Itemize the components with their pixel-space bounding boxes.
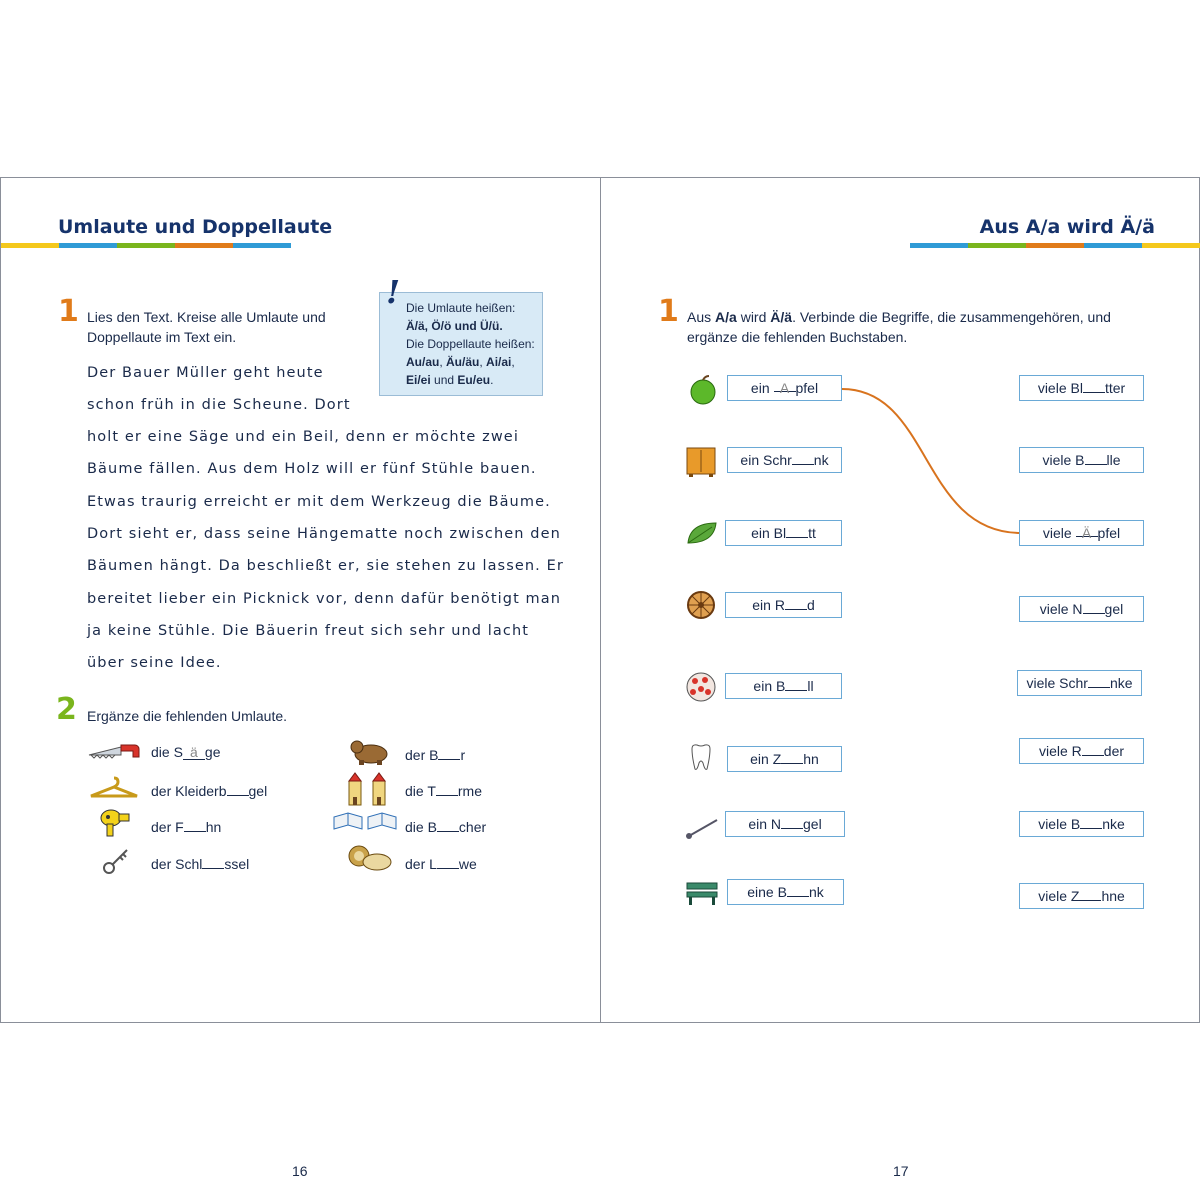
books-icon bbox=[332, 811, 400, 835]
story-line: Bäumen hängt. Da beschließt er, sie stehen zu lassen. Er bbox=[87, 558, 564, 574]
hanger-icon bbox=[87, 774, 141, 802]
page-number: 17 bbox=[893, 1163, 909, 1179]
lion-icon bbox=[347, 844, 395, 876]
word-box[interactable]: ein B ll bbox=[725, 673, 842, 699]
towers-icon bbox=[345, 771, 391, 807]
word-box[interactable]: ein Z hn bbox=[727, 746, 842, 772]
word-item[interactable]: der L we bbox=[405, 853, 477, 872]
word-box[interactable]: viele B lle bbox=[1019, 447, 1144, 473]
story-line: Der Bauer Müller geht heute bbox=[87, 365, 324, 381]
word-item[interactable]: die T rme bbox=[405, 780, 482, 799]
bear-icon bbox=[349, 738, 391, 766]
cabinet-icon bbox=[685, 446, 717, 478]
story-line: Dort sieht er, dass seine Hängematte noch zwischen den bbox=[87, 526, 561, 542]
word-box[interactable]: viele Ä pfel bbox=[1019, 520, 1144, 546]
word-box[interactable]: viele Z hne bbox=[1019, 883, 1144, 909]
wheel-icon bbox=[685, 589, 717, 621]
word-box[interactable]: eine B nk bbox=[727, 879, 844, 905]
word-box[interactable]: viele B nke bbox=[1019, 811, 1144, 837]
instruction: Aus A/a wird Ä/ä. Verbinde die Begriffe, die zusammengehören, und ergänze die fehlenden Buchstaben. bbox=[687, 309, 1111, 345]
exercise-number: 2 bbox=[56, 692, 77, 727]
word-box[interactable]: viele Schr nke bbox=[1017, 670, 1142, 696]
word-box[interactable]: viele R der bbox=[1019, 738, 1144, 764]
word-box[interactable]: ein A pfel bbox=[727, 375, 842, 401]
word-box[interactable]: ein R d bbox=[725, 592, 842, 618]
exercise-number: 1 bbox=[658, 294, 679, 329]
info-box: ! Die Umlaute heißen: Ä/ä, Ö/ö und Ü/ü. Die Doppellaute heißen: Au/au, Äu/äu, Ai/ai, Ei/ei und Eu/eu. bbox=[379, 292, 543, 396]
word-item[interactable]: die S ä ge bbox=[151, 744, 221, 760]
leaf-icon bbox=[686, 519, 720, 547]
page-title: Umlaute und Doppellaute bbox=[58, 216, 333, 238]
word-item[interactable]: der B r bbox=[405, 744, 465, 763]
needle-icon bbox=[685, 816, 721, 840]
exclamation-icon: ! bbox=[386, 273, 401, 311]
word-item[interactable]: der Kleiderb gel bbox=[151, 780, 267, 799]
story-line: bereitet lieber ein Picknick vor, denn dafür benötigt man bbox=[87, 591, 562, 607]
word-box[interactable]: ein N gel bbox=[725, 811, 845, 837]
word-box[interactable]: ein Schr nk bbox=[727, 447, 842, 473]
right-page bbox=[600, 177, 1200, 1179]
story-line: Bäume fällen. Aus dem Holz will er fünf Stühle bauen. bbox=[87, 461, 537, 477]
bench-icon bbox=[685, 879, 719, 907]
left-page bbox=[0, 177, 601, 1179]
word-item[interactable]: der Schl ssel bbox=[151, 853, 249, 872]
apple-icon bbox=[689, 375, 717, 405]
word-item[interactable]: die B cher bbox=[405, 816, 486, 835]
exercise-number: 1 bbox=[58, 294, 79, 329]
page-number: 16 bbox=[292, 1163, 308, 1179]
word-item[interactable]: der F hn bbox=[151, 816, 221, 835]
saw-icon bbox=[87, 741, 141, 763]
ball-icon bbox=[685, 671, 717, 703]
key-icon bbox=[101, 846, 131, 876]
story-line: ja keine Stühle. Die Bäuerin freut sich sehr und lacht bbox=[87, 623, 530, 639]
word-box[interactable]: viele Bl tter bbox=[1019, 375, 1144, 401]
story-line: über seine Idee. bbox=[87, 655, 222, 671]
word-box[interactable]: ein Bl tt bbox=[725, 520, 842, 546]
instruction: Ergänze die fehlenden Umlaute. bbox=[87, 708, 288, 724]
hairdryer-icon bbox=[99, 808, 133, 838]
page-title: Aus A/a wird Ä/ä bbox=[979, 216, 1155, 238]
color-bar bbox=[1, 243, 291, 248]
story-line: schon früh in die Scheune. Dort bbox=[87, 397, 351, 413]
word-box[interactable]: viele N gel bbox=[1019, 596, 1144, 622]
story-line: Etwas traurig erreicht er mit dem Werkzeug die Bäume. bbox=[87, 494, 551, 510]
tooth-icon bbox=[689, 743, 713, 773]
story-line: holt er eine Säge und ein Beil, denn er möchte zwei bbox=[87, 429, 519, 445]
instruction: Lies den Text. Kreise alle Umlaute und Doppellaute im Text ein. bbox=[87, 309, 326, 345]
